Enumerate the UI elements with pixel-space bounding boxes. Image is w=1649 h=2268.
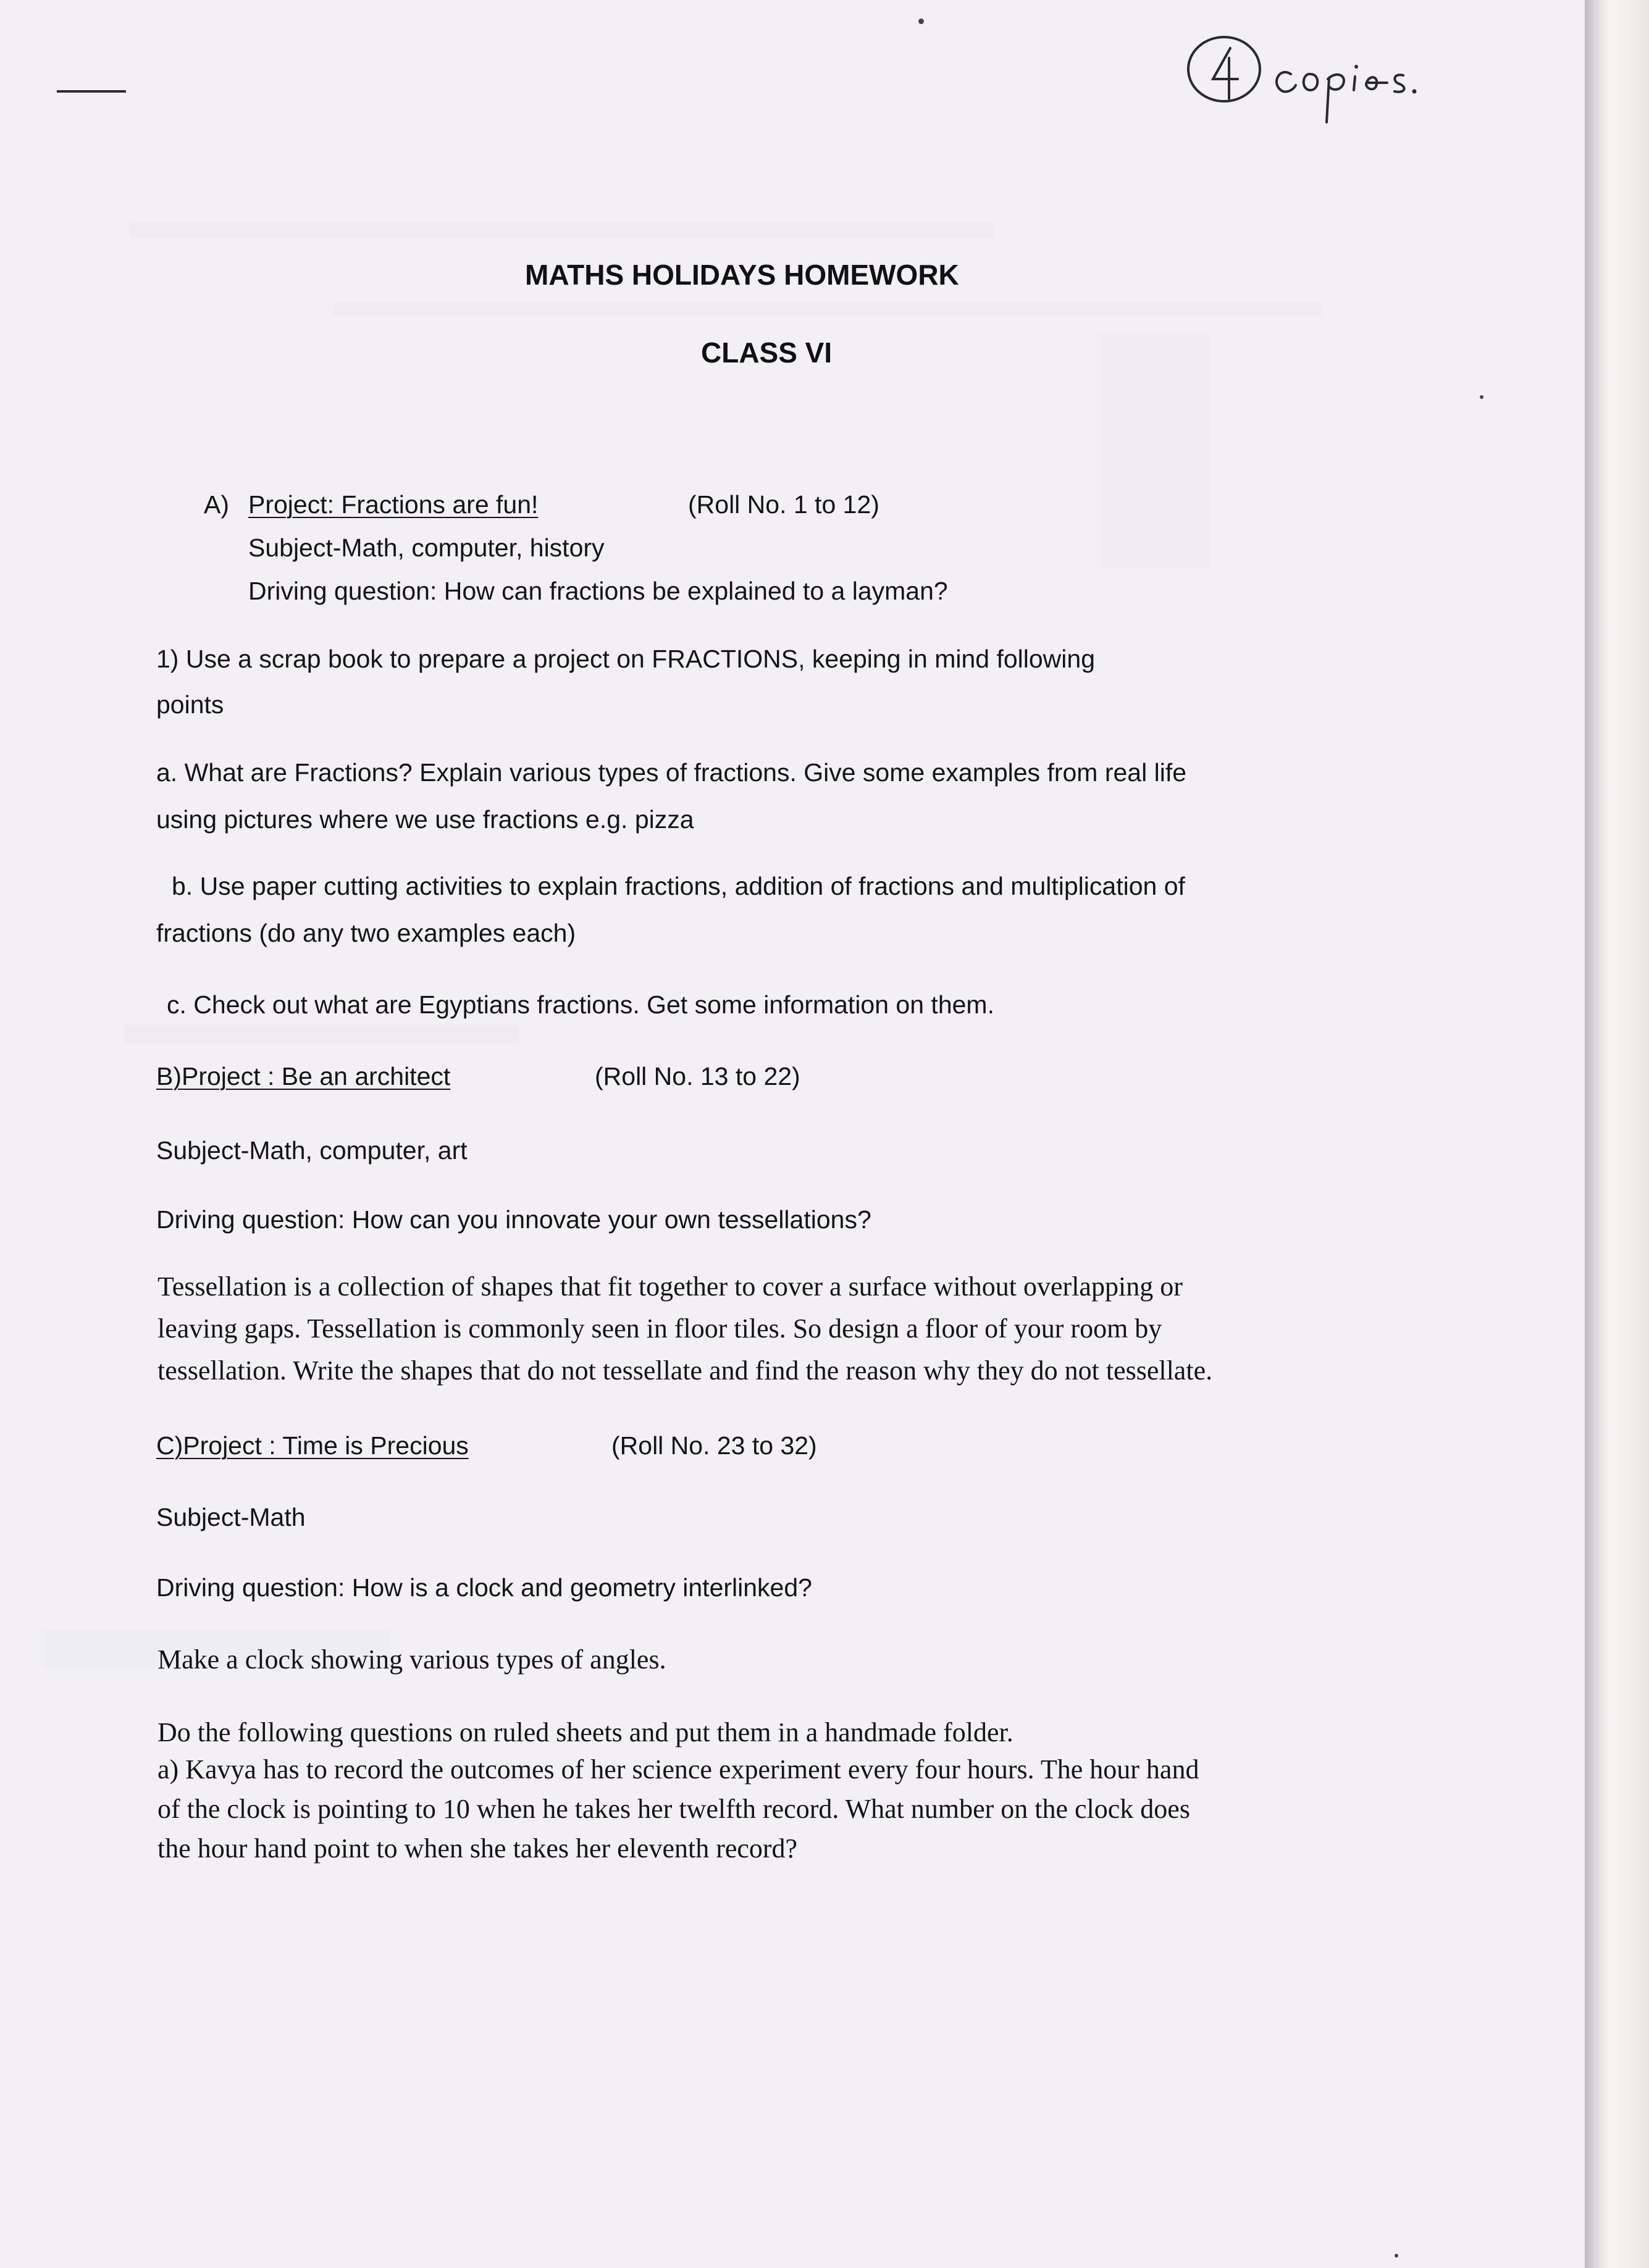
- project-b-paragraph-line3: tessellation. Write the shapes that do not tessellate and find the reason why they do not tessellate.: [157, 1355, 1213, 1386]
- bleed-through-block: [124, 1025, 519, 1044]
- page-speck: [1480, 395, 1483, 399]
- project-a-marker: A): [204, 490, 229, 519]
- project-a-roll: (Roll No. 1 to 12): [688, 490, 879, 519]
- page-speck: [1395, 2254, 1398, 2258]
- project-c-title: C)Project : Time is Precious: [156, 1431, 469, 1460]
- project-c-instructions: Do the following questions on ruled sheets and put them in a handmade folder.: [157, 1717, 1013, 1747]
- project-a-item-b-line1: b. Use paper cutting activities to explain fractions, addition of fractions and multiplication of: [172, 872, 1185, 900]
- project-c-subject: Subject-Math: [156, 1503, 306, 1531]
- project-a-title: Project: Fractions are fun!: [248, 490, 539, 519]
- pen-dash-mark: [57, 90, 126, 93]
- class-label: CLASS VI: [701, 337, 833, 369]
- project-a-item-a-line1: a. What are Fractions? Explain various types of fractions. Give some examples from real life: [156, 758, 1187, 787]
- bleed-through-block: [1099, 333, 1211, 568]
- project-c-driving-question: Driving question: How is a clock and geometry interlinked?: [156, 1573, 812, 1602]
- project-c-question-a-line1: a) Kavya has to record the outcomes of her science experiment every four hours. The hour hand: [157, 1754, 1199, 1785]
- project-b-paragraph-line1: Tessellation is a collection of shapes that fit together to cover a surface without overlapping or: [157, 1271, 1183, 1302]
- project-a-item-c: c. Check out what are Egyptians fractions. Get some information on them.: [167, 990, 994, 1019]
- handwritten-copies-note: [1181, 30, 1453, 128]
- bleed-through-block: [334, 303, 1322, 316]
- project-c-question-a-line3: the hour hand point to when she takes her eleventh record?: [157, 1833, 798, 1864]
- project-b-driving-question: Driving question: How can you innovate your own tessellations?: [156, 1205, 871, 1234]
- project-a-q1-line1: 1) Use a scrap book to prepare a project on FRACTIONS, keeping in mind following: [156, 645, 1096, 673]
- project-b-roll: (Roll No. 13 to 22): [595, 1062, 800, 1090]
- bleed-through-block: [130, 222, 994, 238]
- project-a-item-a-line2: using pictures where we use fractions e.g. pizza: [156, 805, 694, 834]
- project-a-driving-question: Driving question: How can fractions be explained to a layman?: [248, 577, 948, 605]
- project-a-subject: Subject-Math, computer, history: [248, 534, 605, 562]
- project-b-subject: Subject-Math, computer, art: [156, 1136, 468, 1165]
- project-a-item-b-line2: fractions (do any two examples each): [156, 919, 576, 947]
- project-c-question-a-line2: of the clock is pointing to 10 when he takes her twelfth record. What number on the clock does: [157, 1794, 1190, 1824]
- document-title: MATHS HOLIDAYS HOMEWORK: [525, 259, 959, 291]
- page-speck: [918, 19, 924, 24]
- project-c-roll: (Roll No. 23 to 32): [611, 1431, 817, 1460]
- project-a-q1-line2: points: [156, 690, 224, 719]
- project-b-title: B)Project : Be an architect: [156, 1062, 451, 1090]
- project-b-paragraph-line2: leaving gaps. Tessellation is commonly seen in floor tiles. So design a floor of your room by: [157, 1313, 1162, 1344]
- page-edge: [1585, 0, 1649, 2268]
- project-c-make-clock: Make a clock showing various types of angles.: [157, 1644, 666, 1675]
